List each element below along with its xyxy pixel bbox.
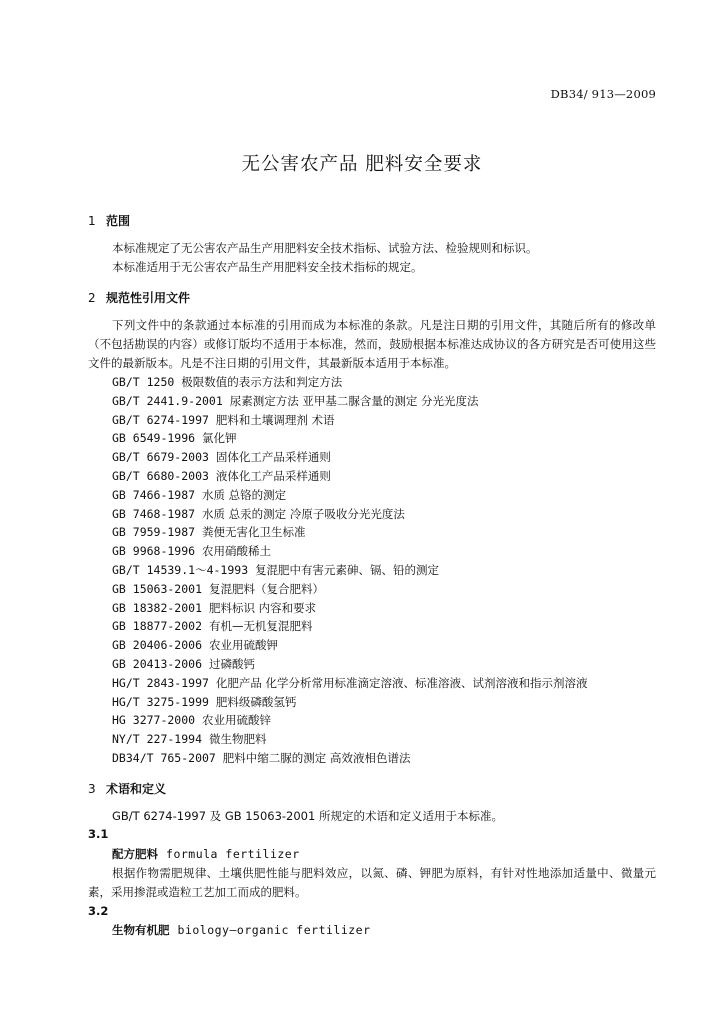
reference-name: 肥料和土壤调理剂 术语 [215, 412, 335, 427]
reference-code: DB34/T 765-2007 [112, 750, 216, 765]
reference-name: 尿素测定方法 亚甲基二脲含量的测定 分光光度法 [229, 393, 479, 408]
section-2-number: 2 [88, 291, 96, 305]
section-3-intro: GB/T 6274-1997 及 GB 15063-2001 所规定的术语和定义适用于本标准。 [112, 809, 503, 823]
reference-item [112, 411, 588, 430]
term-3-2-chinese: 生物有机肥 [112, 923, 170, 937]
reference-code: GB/T 14539.1～4-1993 [112, 562, 249, 577]
reference-name: 农用硝酸稀土 [202, 544, 272, 559]
reference-code: GB 7959-1987 [112, 525, 196, 540]
section-2-title: 规范性引用文件 [106, 291, 191, 305]
reference-code: GB/T 6274-1997 [112, 412, 209, 427]
reference-code: GB 20406-2006 [112, 638, 203, 653]
reference-item [112, 542, 588, 561]
reference-list [112, 373, 588, 768]
term-3-2-english: biology—organic fertilizer [177, 923, 371, 937]
section-3-number: 3 [88, 782, 96, 796]
document-title: 无公害农产品 肥料安全要求 [241, 154, 483, 175]
reference-item [112, 373, 588, 392]
reference-item [112, 561, 588, 580]
reference-item [112, 580, 588, 599]
reference-item [112, 448, 588, 467]
reference-name: 复混肥中有害元素砷、镉、铅的测定 [255, 562, 440, 577]
section-1-title: 范围 [106, 214, 131, 228]
section-2-heading [88, 289, 190, 306]
reference-code: GB 7466-1987 [112, 487, 196, 502]
reference-name: 过磷酸钙 [208, 656, 255, 671]
document-code: DB34/ 913—2009 [550, 87, 656, 101]
reference-item [112, 617, 588, 636]
reference-name: 复混肥料（复合肥料） [208, 581, 324, 596]
reference-item [112, 523, 588, 542]
reference-code: GB 18877-2002 [112, 619, 203, 634]
reference-item [112, 749, 588, 768]
reference-name: 有机—无机复混肥料 [208, 619, 313, 634]
reference-item [112, 693, 588, 712]
reference-name: 水质 总铬的测定 [202, 487, 287, 502]
term-3-1-chinese: 配方肥料 [112, 847, 158, 861]
clause-3-1-term [112, 846, 300, 862]
reference-name: 微生物肥料 [208, 732, 267, 747]
reference-name: 固体化工产品采样通则 [215, 450, 331, 465]
reference-code: GB 15063-2001 [112, 581, 203, 596]
reference-code: GB 18382-2001 [112, 600, 203, 615]
clause-3-1-number: 3.1 [88, 827, 109, 841]
section-1-paragraph-2: 本标准适用于无公害农产品生产用肥料安全技术指标的规定。 [112, 260, 423, 274]
reference-code: GB 9968-1996 [112, 544, 196, 559]
section-2-intro: 下列文件中的条款通过本标准的引用而成为本标准的条款。凡是注日期的引用文件，其随后所有的修改单（不包括勘误的内容）或修订版均不适用于本标准，然而，鼓励根据本标准达成协议的各方研究是否可使用这些文件的最新版本。凡是不注日期的引用文件，其最新版本适用于本标准。 [88, 318, 656, 370]
reference-name: 农业用硫酸钾 [208, 638, 278, 653]
section-3-heading [88, 780, 166, 797]
reference-item [112, 599, 588, 618]
reference-code: HG 3277-2000 [112, 713, 196, 728]
reference-name: 肥料标识 内容和要求 [208, 600, 317, 615]
reference-item [112, 486, 588, 505]
clause-3-2-term [112, 922, 371, 938]
section-3-title: 术语和定义 [106, 782, 167, 796]
clause-3-2-number: 3.2 [88, 904, 109, 918]
reference-item [112, 674, 588, 693]
reference-code: GB/T 1250 [112, 375, 175, 389]
section-1-paragraph-1: 本标准规定了无公害农产品生产用肥料安全技术指标、试验方法、检验规则和标识。 [112, 241, 538, 255]
reference-code: GB/T 6680-2003 [112, 468, 209, 483]
reference-code: GB 7468-1987 [112, 506, 196, 521]
reference-item [112, 429, 588, 448]
reference-item [112, 711, 588, 730]
section-1-heading [88, 212, 130, 229]
reference-name: 极限数值的表示方法和判定方法 [181, 375, 343, 389]
reference-name: 氯化钾 [202, 431, 237, 446]
reference-name: 肥料级磷酸氢钙 [215, 694, 297, 709]
reference-name: 液体化工产品采样通则 [215, 468, 331, 483]
reference-code: GB 6549-1996 [112, 431, 196, 446]
reference-item [112, 636, 588, 655]
reference-item [112, 655, 588, 674]
reference-name: 化肥产品 化学分析常用标准滴定溶液、标准溶液、试剂溶液和指示剂溶液 [215, 675, 588, 690]
reference-name: 水质 总汞的测定 冷原子吸收分光光度法 [202, 506, 405, 521]
reference-code: NY/T 227-1994 [112, 732, 203, 747]
term-3-1-english: formula fertilizer [166, 847, 300, 861]
reference-item [112, 392, 588, 411]
section-1-number: 1 [88, 214, 96, 228]
reference-name: 粪便无害化卫生标准 [202, 525, 306, 540]
reference-code: GB/T 6679-2003 [112, 450, 209, 465]
reference-item [112, 505, 588, 524]
reference-code: GB 20413-2006 [112, 656, 203, 671]
reference-item [112, 730, 588, 749]
clause-3-1-definition: 根据作物需肥规律、土壤供肥性能与肥料效应，以氮、磷、钾肥为原料，有针对性地添加适量中、微量元素，采用掺混或造粒工艺加工而成的肥料。 [88, 866, 656, 899]
reference-code: HG/T 2843-1997 [112, 675, 209, 690]
reference-name: 农业用硫酸锌 [202, 713, 272, 728]
reference-code: HG/T 3275-1999 [112, 694, 209, 709]
reference-item [112, 467, 588, 486]
reference-name: 肥料中缩二脲的测定 高效液相色谱法 [222, 750, 411, 765]
reference-code: GB/T 2441.9-2001 [112, 393, 223, 408]
